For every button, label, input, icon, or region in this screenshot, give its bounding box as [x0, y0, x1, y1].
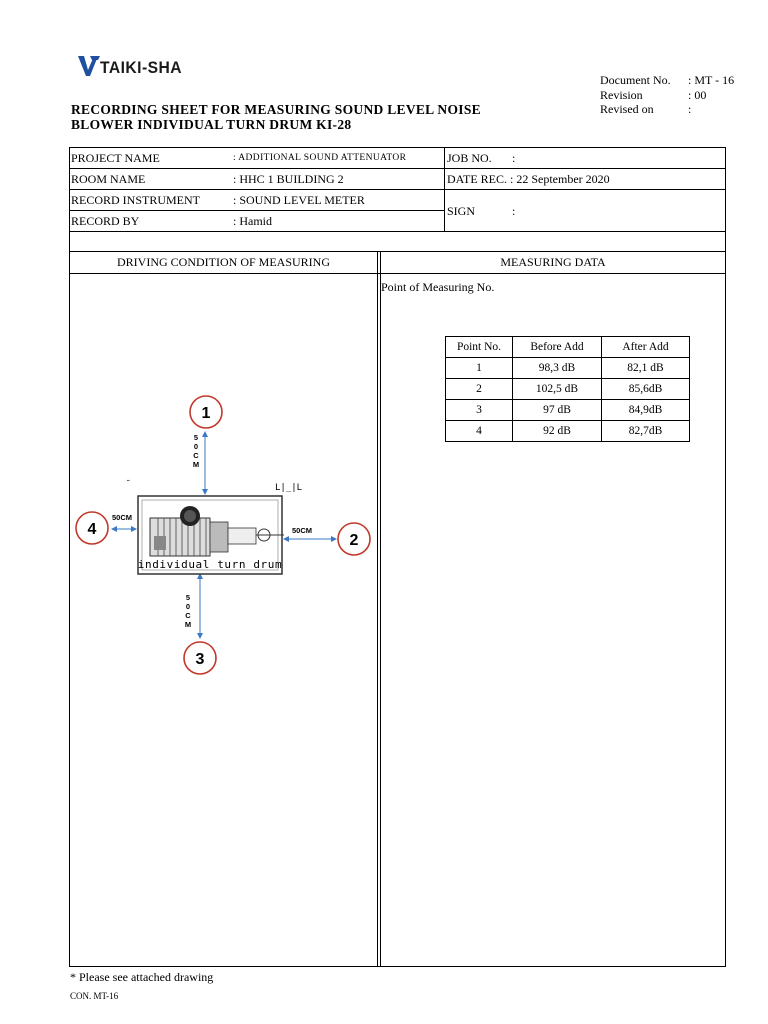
row-divider [70, 251, 725, 252]
bottom-distance-letter: C [185, 611, 191, 620]
sheet-title [71, 102, 481, 132]
table-row [446, 421, 690, 442]
revision-label: Revision [600, 87, 643, 102]
bottom-distance-letter: M [184, 620, 192, 629]
doc-no-value: : MT - 16 [688, 73, 735, 87]
job-no-label: JOB NO. [447, 151, 492, 165]
project-name-value: : ADDITIONAL SOUND ATTENUATOR [233, 153, 407, 163]
point-4-marker [76, 512, 108, 544]
table-row [446, 358, 690, 379]
point-2-marker [338, 523, 370, 555]
point-1-marker [190, 396, 222, 428]
revised-on-label: Revised on [600, 102, 654, 116]
bottom-distance-letter: 0 [185, 602, 191, 611]
title-line-2: BLOWER INDIVIDUAL TURN DRUM KI-28 [71, 117, 352, 132]
col-header-after-add: After Add [602, 337, 690, 358]
section-divider [380, 251, 381, 966]
record-instrument-label: RECORD INSTRUMENT [71, 193, 201, 207]
cell-after-add: 82,1 dB [602, 358, 690, 379]
point-3-marker [184, 642, 216, 674]
top-distance-letter: 0 [193, 442, 199, 451]
cell-point-no: 2 [446, 379, 513, 400]
cell-after-add: 82,7dB [602, 421, 690, 442]
date-rec-label: DATE REC. [447, 172, 507, 186]
info-column-divider [444, 148, 445, 231]
col-header-before-add: Before Add [513, 337, 602, 358]
corner-mark: L|_|L [275, 483, 303, 493]
machine-label: individual turn drum [137, 558, 283, 571]
footer-code: CON. MT-16 [70, 991, 119, 1001]
point-3-label: 3 [195, 651, 205, 668]
revision-value: : 00 [688, 87, 707, 102]
table-row [446, 379, 690, 400]
revised-on-value: : [688, 102, 692, 116]
room-name-value: : HHC 1 BUILDING 2 [233, 172, 344, 186]
room-name-label: ROOM NAME [71, 172, 146, 186]
document-info [600, 73, 734, 117]
cell-after-add: 85,6dB [602, 379, 690, 400]
col-header-point-no: Point No. [446, 337, 513, 358]
record-by-value: : Hamid [233, 214, 272, 228]
bottom-distance-letter: 5 [185, 593, 191, 602]
project-name-label: PROJECT NAME [71, 151, 160, 165]
right-distance-label: 50CM [292, 526, 313, 535]
footer-note: * Please see attached drawing [70, 970, 214, 984]
top-distance-letter: C [193, 451, 199, 460]
record-by-label: RECORD BY [71, 214, 140, 228]
sign-label: SIGN [447, 204, 476, 218]
point-1-label: 1 [201, 405, 211, 422]
point-2-label: 2 [349, 532, 359, 549]
cell-before-add: 102,5 dB [513, 379, 602, 400]
cell-after-add: 84,9dB [602, 400, 690, 421]
measuring-point-diagram [70, 390, 380, 680]
cell-before-add: 92 dB [513, 421, 602, 442]
stray-tick-mark-icon: ˘ [126, 480, 131, 490]
row-divider [70, 189, 725, 190]
job-no-value: : [512, 151, 516, 165]
logo-wordmark: TAIKI-SHA [100, 58, 183, 77]
point-of-measuring-label: Point of Measuring No. [381, 280, 495, 294]
title-line-1: RECORDING SHEET FOR MEASURING SOUND LEVEL NOISE [71, 102, 481, 117]
row-divider [70, 168, 725, 169]
top-distance-letter: M [192, 460, 200, 469]
top-distance-letter: 5 [193, 433, 199, 442]
point-4-label: 4 [87, 521, 97, 538]
measuring-data-header: MEASURING DATA [500, 255, 606, 269]
cell-before-add: 97 dB [513, 400, 602, 421]
record-instrument-value: : SOUND LEVEL METER [233, 193, 365, 207]
table-row [446, 400, 690, 421]
cell-point-no: 4 [446, 421, 513, 442]
cell-point-no: 1 [446, 358, 513, 379]
row-divider [70, 273, 725, 274]
left-distance-label: 50CM [112, 513, 133, 522]
blower-machine-drawing [126, 479, 302, 574]
row-divider [70, 231, 725, 232]
cell-point-no: 3 [446, 400, 513, 421]
driving-condition-header: DRIVING CONDITION OF MEASURING [117, 255, 330, 269]
sign-value: : [512, 204, 516, 218]
doc-no-label: Document No. [600, 73, 671, 87]
date-rec-value: : 22 September 2020 [510, 172, 610, 186]
cell-before-add: 98,3 dB [513, 358, 602, 379]
measuring-data-table [445, 336, 690, 442]
row-divider [70, 210, 444, 211]
table-header-row [446, 337, 690, 358]
